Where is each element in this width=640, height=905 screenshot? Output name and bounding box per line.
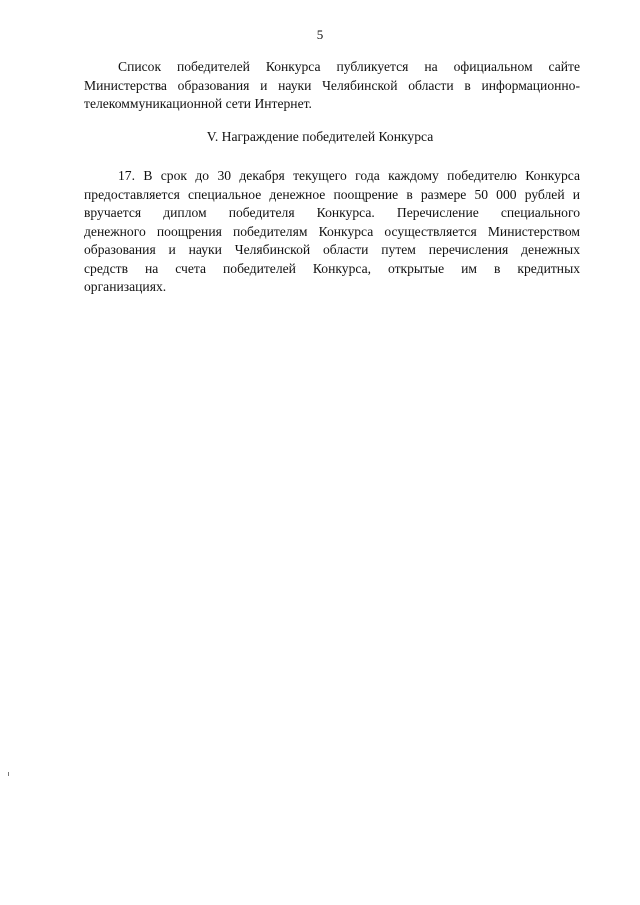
- paragraph-line: денежного поощрения победителям Конкурса осуществляется Министерством: [84, 223, 580, 239]
- paragraph-award-terms: [84, 167, 580, 297]
- paragraph-line: телекоммуникационной сети Интернет.: [84, 96, 312, 111]
- page-number: 5: [316, 27, 324, 42]
- paragraph-line: предоставляется специальное денежное поощрение в размере 50 000 рублей и: [84, 186, 580, 202]
- paragraph-line: образования и науки Челябинской области путем перечисления денежных: [84, 242, 580, 257]
- paragraph-line: Министерства образования и науки Челябинской области в информационно-: [84, 77, 580, 93]
- paragraph-line: организациях.: [84, 279, 167, 294]
- paragraph-line: 17. В срок до 30 декабря текущего года каждому победителю Конкурса: [118, 168, 580, 183]
- paragraph-line: Список победителей Конкурса публикуется на официальном сайте: [118, 59, 580, 74]
- paragraph-line: вручается диплом победителя Конкурса. Перечисление специального: [84, 205, 580, 220]
- section-heading: V. Награждение победителей Конкурса: [206, 129, 434, 144]
- paragraph-line: средств на счета победителей Конкурса, открытые им в кредитных: [84, 260, 580, 276]
- scan-margin-mark: [8, 772, 9, 776]
- paragraph-winners-list: [84, 58, 580, 114]
